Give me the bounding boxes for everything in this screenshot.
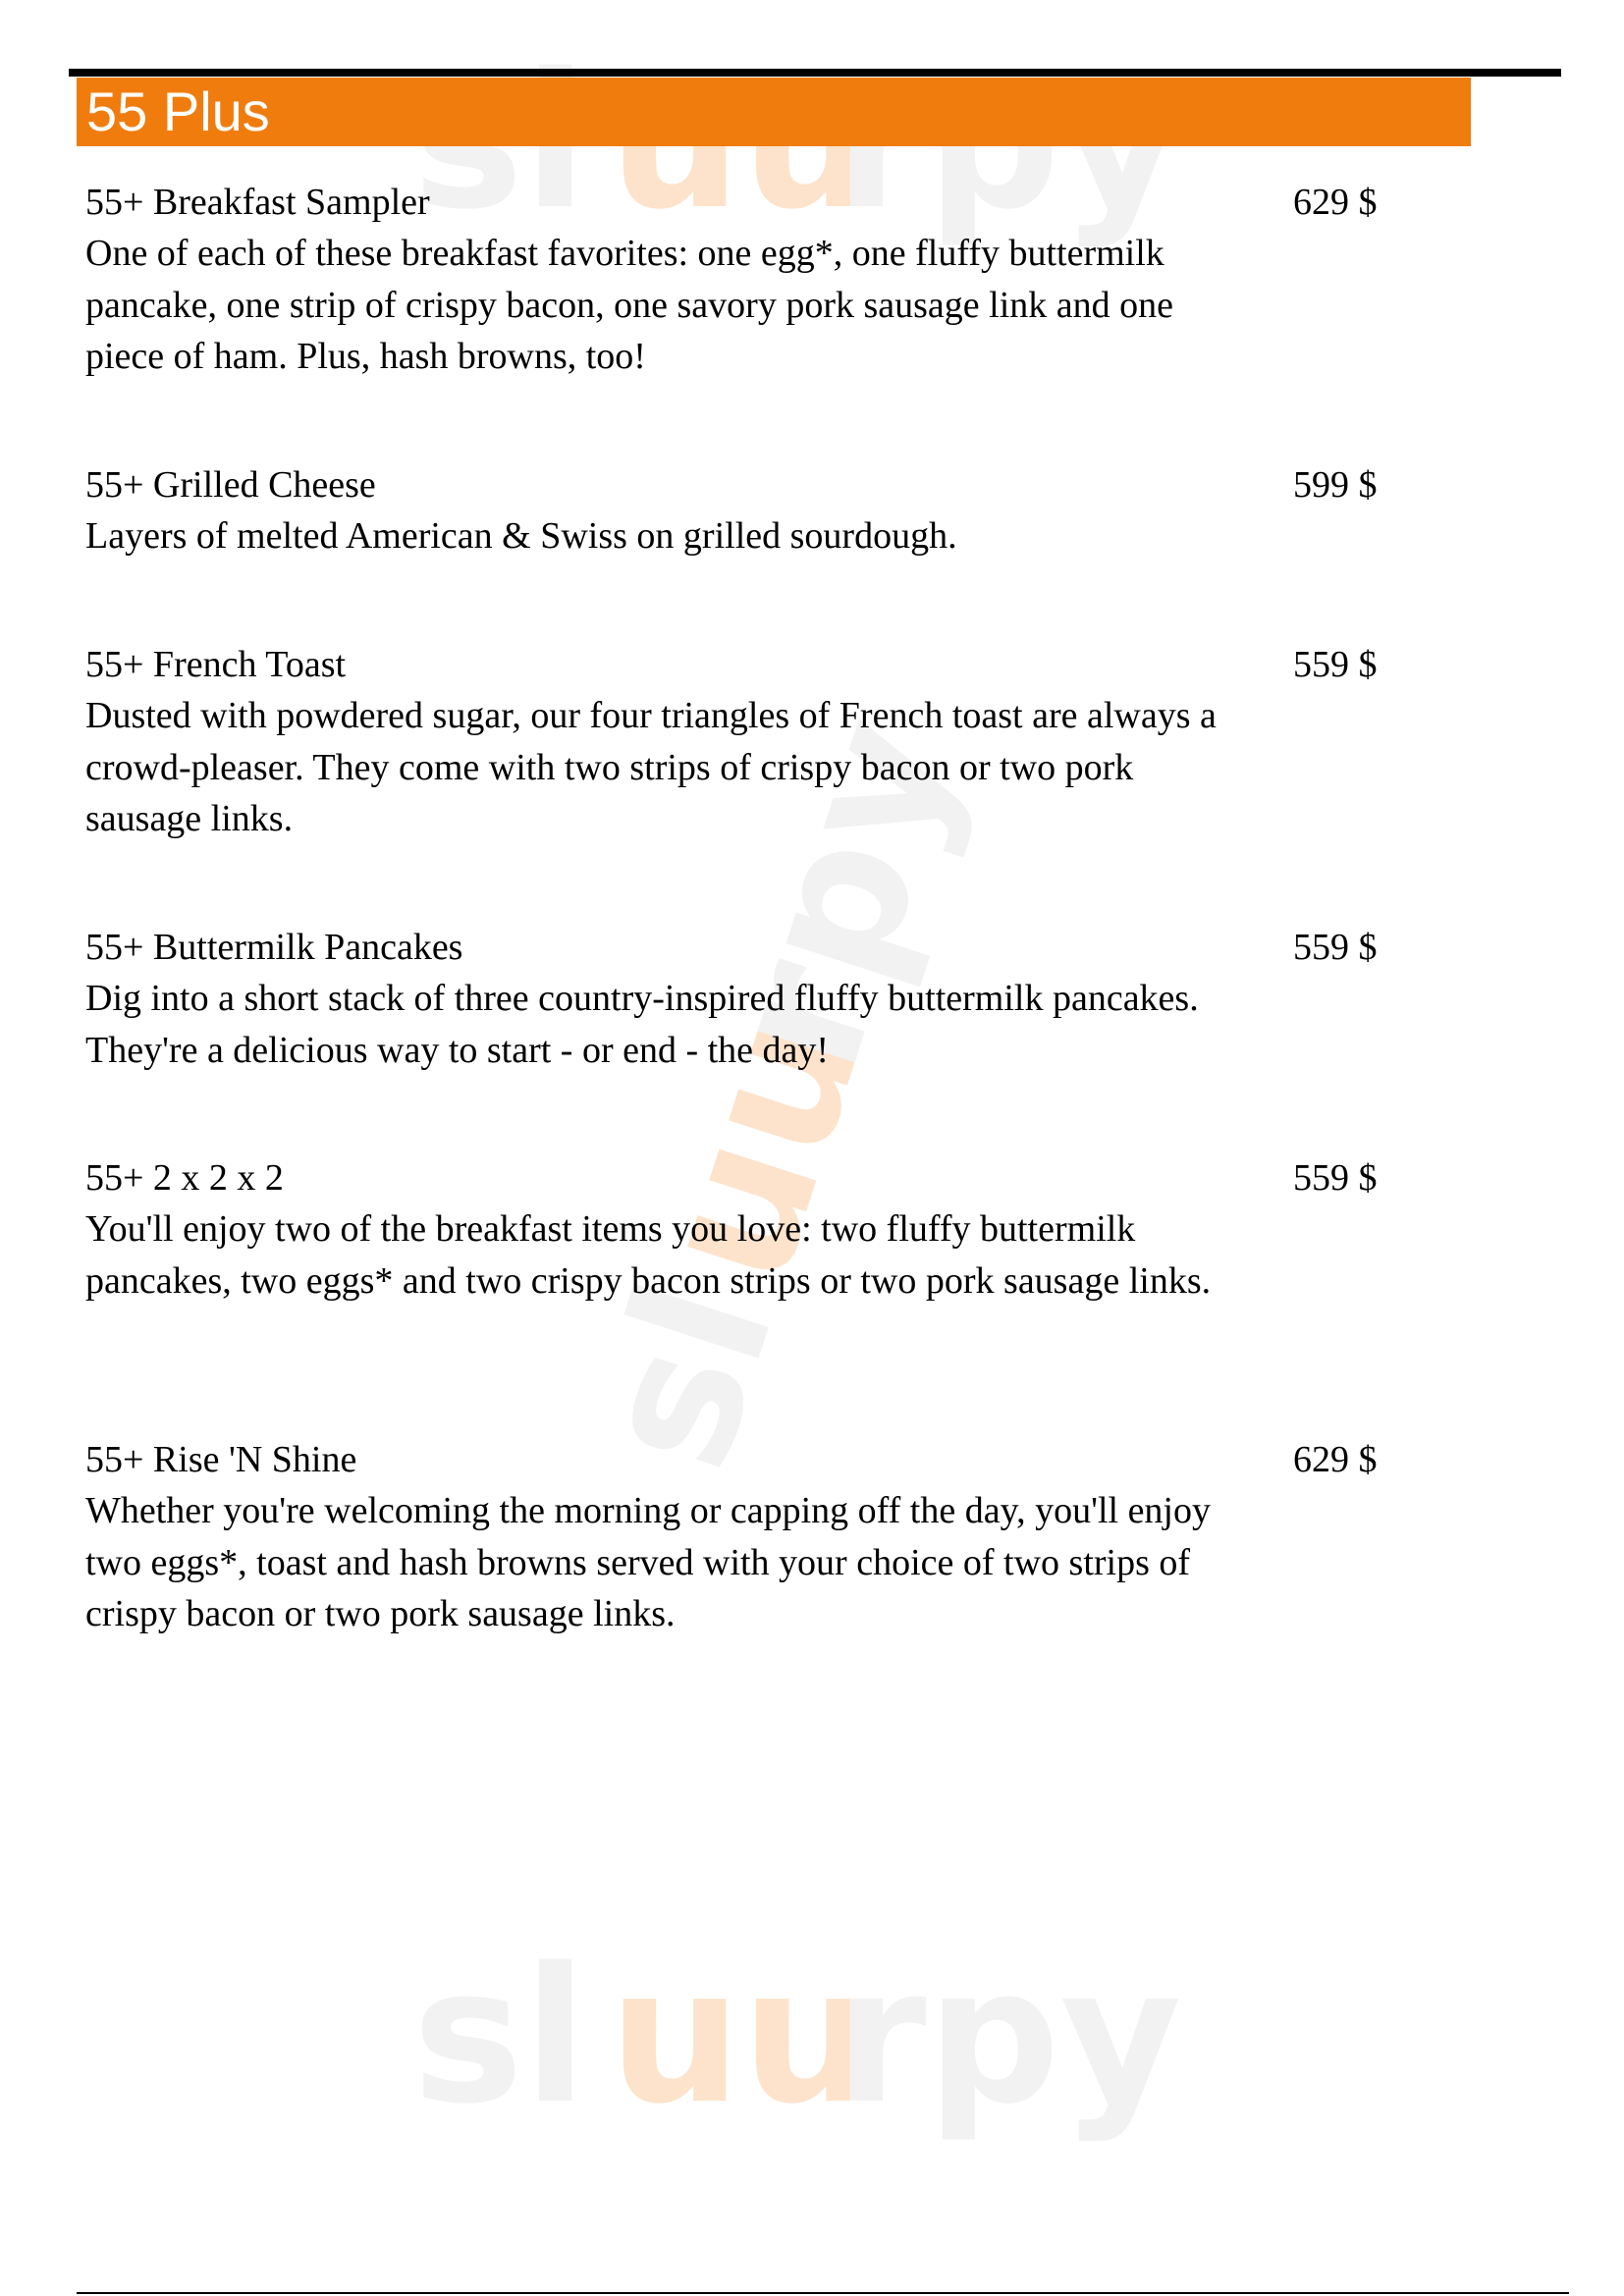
section-header (77, 78, 1471, 146)
menu-item (85, 1434, 1401, 1640)
svg-text:rpy: rpy (685, 693, 1000, 1092)
menu-item (85, 639, 1401, 845)
item-description: Whether you're welcoming the morning or capping off the day, you'll enjoy two eggs*, toast and hash browns served with your choice of two strips of crispy bacon or two pork sausage links. (85, 1490, 1211, 1634)
menu-item (85, 1152, 1401, 1307)
item-price: 559 $ (1293, 1157, 1378, 1199)
item-description: Layers of melted American & Swiss on grilled sourdough. (85, 515, 957, 557)
item-description: Dig into a short stack of three country-inspired fluffy buttermilk pancakes. They're a delicious way to start - or end - the day! (85, 978, 1199, 1071)
item-price: 559 $ (1293, 927, 1378, 968)
bottom-divider (77, 2292, 1569, 2294)
menu-item (85, 177, 1401, 383)
top-divider (69, 69, 1561, 77)
item-name: 55+ Buttermilk Pancakes (85, 927, 463, 968)
item-price: 599 $ (1293, 464, 1378, 506)
menu-item (85, 459, 1401, 562)
item-description: Dusted with powdered sugar, our four triangles of French toast are always a crowd-pleaser. They come with two strips of crispy bacon or two pork sausage links. (85, 695, 1217, 839)
menu-item (85, 922, 1401, 1076)
item-price: 629 $ (1293, 1439, 1378, 1480)
item-name: 55+ 2 x 2 x 2 (85, 1157, 284, 1199)
item-name: 55+ Rise 'N Shine (85, 1439, 357, 1480)
item-description: You'll enjoy two of the breakfast items you love: two fluffy buttermilk pancakes, two eggs* and two crispy bacon strips or two pork sausage links. (85, 1208, 1212, 1302)
svg-text:rpy: rpy (835, 1928, 1182, 2145)
item-price: 629 $ (1293, 182, 1378, 223)
item-name: 55+ Breakfast Sampler (85, 182, 430, 223)
svg-text:sl: sl (412, 1928, 588, 2145)
item-price: 559 $ (1293, 644, 1378, 685)
svg-text:uu: uu (609, 1928, 875, 2145)
section-title: 55 Plus (86, 80, 270, 142)
sluurpy-logo-bottom-icon (412, 1928, 1182, 2145)
item-name: 55+ French Toast (85, 644, 347, 685)
svg-text:sl: sl (555, 1258, 816, 1493)
svg-text:uu: uu (616, 986, 904, 1307)
item-description: One of each of these breakfast favorites: one egg*, one fluffy buttermilk pancake, one strip of crispy bacon, one savory pork sausage link and one piece of ham. Plus, hash browns, too! (85, 233, 1173, 377)
item-name: 55+ Grilled Cheese (85, 464, 376, 506)
